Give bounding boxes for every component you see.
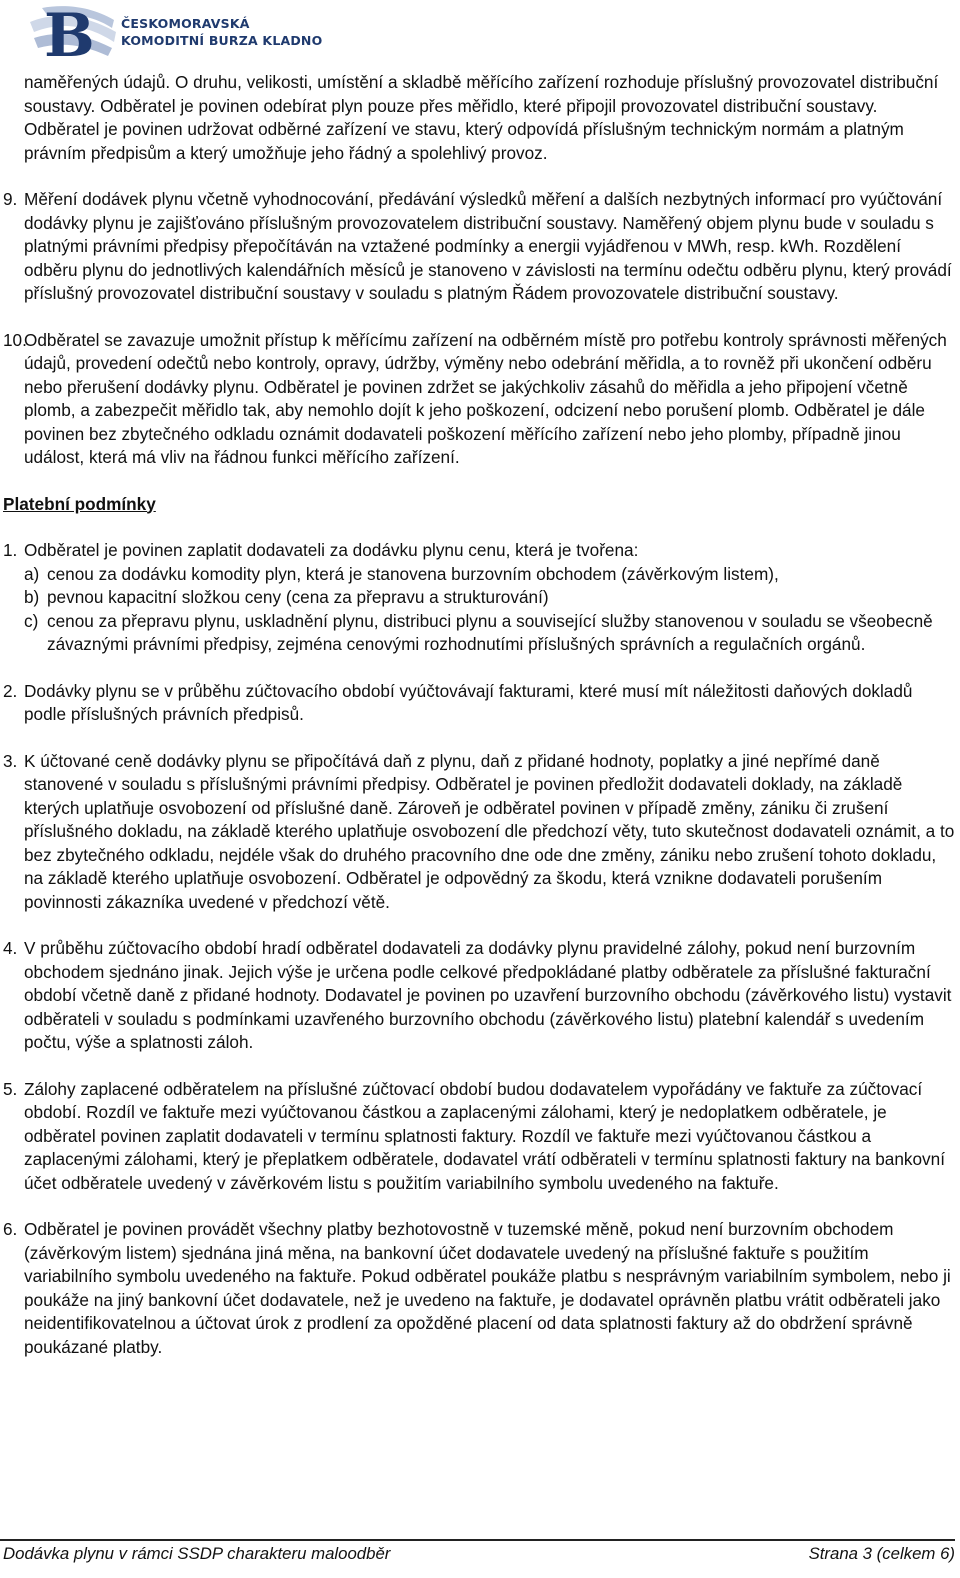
- paragraph-text: Odběratel je povinen provádět všechny platby bezhotovostně v tuzemské měně, pokud není burzovním obchodem (závěrkovým listem) sjednána jiná měna, na bankovní účet dodavatele uvedený na příslušné faktuře s použitím variabilního symbolu uvedeného na faktuře. Pokud odběratel poukáže platbu s nesprávným variabilním symbolem, nebo ji poukáže na jiný bankovní účet dodavatele, než je uvedeno na faktuře, je dodavatel oprávněn platbu vrátit odběrateli jako neidentifikovatelnou a účtovat úrok z prodlení za opožděné placení od data splatnosti faktury až do obdržení správně poukázané platby.: [24, 1219, 951, 1357]
- list-item-letter: b): [24, 587, 40, 607]
- payment-paragraph-2: [0, 680, 956, 727]
- paragraph-10: [0, 329, 956, 470]
- list-item-text: cenou za přepravu plynu, uskladnění plynu, distribuci plynu a související služby stanovenou v souladu se všeobecně závaznými právními předpisy, zejména cenovými rozhodnutími příslušných správních a regulačních orgánů.: [47, 610, 933, 654]
- payment-paragraph-6: [0, 1218, 956, 1359]
- paragraph-number: 2.: [3, 680, 18, 701]
- list-item: [0, 586, 956, 610]
- paragraph-text: V průběhu zúčtovacího období hradí odběratel dodavateli za dodávky plynu pravidelné zálohy, pokud není burzovním obchodem sjednáno jinak. Jejich výše je určena podle celkové předpokládané platby odběratele za příslušné fakturační období včetně daně z přidané hodnoty. Dodavatel je povinen po uzavření burzovního obchodu (závěrkového listu) vystavit odběrateli v souladu s podmínkami uzavřeného burzovního obchodu (závěrkového listu) platební kalendář s uvedením počtu, výše a splatnosti záloh.: [24, 938, 952, 1052]
- list-item-letter: a): [24, 563, 40, 584]
- paragraph-text: K účtované ceně dodávky plynu se připočítává daň z plynu, daň z přidané hodnoty, poplatky a jiné nepřímé daně stanovené v souladu s příslušnými právními předpisy. Odběratel je povinen předložit dodavateli doklady, na základě kterých uplatňuje osvobození od příslušné daně. Zároveň je odběratel povinen v případě změny, zániku či zrušení příslušného dokladu, na základě kterého uplatňuje osvobození dle předchozí věty, tuto skutečnost dodavateli oznámit, a to bez zbytečného odkladu, nejdéle však do druhého pracovního dne ode dne změny, zániku nebo zrušení tohoto dokladu, na základě kterého uplatňuje osvobození. Odběratel je odpovědný za škodu, která vznikne dodavateli porušením povinnosti zákazníka uvedené v předchozí větě.: [24, 750, 955, 912]
- logo-text-line2: KOMODITNÍ BURZA KLADNO: [121, 33, 323, 48]
- page-footer: [3, 1544, 955, 1564]
- intro-text: naměřených údajů. O druhu, velikosti, umístění a skladbě měřícího zařízení rozhoduje příslušný provozovatel distribuční soustavy. Odběratel je povinen odebírat plyn pouze přes měřidlo, které připojil provozovatel distribuční soustavy. Odběratel je povinen udržovat odběrné zařízení ve stavu, který odpovídá příslušným technickým normám a platným právním předpisům a který umožňuje jeho řádný a spolehlivý provoz.: [24, 72, 939, 163]
- payment-paragraph-1: [0, 539, 956, 657]
- section-heading: Platební podmínky: [3, 493, 156, 514]
- list-item: [0, 563, 956, 587]
- document-body: [0, 71, 956, 1382]
- payment-paragraph-5: [0, 1078, 956, 1196]
- svg-text:B: B: [44, 2, 95, 60]
- paragraph-number: 4.: [3, 938, 18, 958]
- paragraph-text: Zálohy zaplacené odběratelem na příslušné zúčtovací období budou dodavatelem vypořádány ve faktuře za zúčtovací období. Rozdíl ve faktuře mezi vyúčtovanou částkou a zaplacenými zálohami, který je nedoplatkem odběratele, je odběratel povinen zaplatit dodavateli v termínu splatnosti faktury. Rozdíl ve faktuře mezi vyúčtovanou částkou a zaplacenými zálohami, který je přeplatkem odběratele, dodavatel vrátí odběrateli v termínu splatnosti faktury na bankovní účet odběratele uvedený v závěrkovém listu s použitím variabilního symbolu uvedeného na faktuře.: [24, 1078, 945, 1193]
- list-item-text: pevnou kapacitní složkou ceny (cena za přepravu a strukturování): [47, 587, 549, 607]
- paragraph-text: Měření dodávek plynu včetně vyhodnocování, předávání výsledků měření a dalších nezbytných informací pro vyúčtování dodávky plynu je zajišťováno příslušným provozovatelem distribuční soustavy. Naměřený objem plynu bude v souladu s platnými právními předpisy přepočítáván na vztažené podmínky a energii vyjádřenou v MWh, resp. kWh. Rozdělení odběru plynu do jednotlivých kalendářních měsíců je stanoveno v závislosti na termínu odečtu odběru plynu, který provádí příslušný provozovatel distribuční soustavy v souladu s platným Řádem provozovatele distribuční soustavy.: [24, 189, 952, 303]
- paragraph-number: 6.: [3, 1219, 18, 1239]
- paragraph-number: 9.: [3, 189, 18, 209]
- list-item-text: cenou za dodávku komodity plyn, která je stanovena burzovním obchodem (závěrkovým listem),: [47, 563, 779, 584]
- footer-divider: [0, 1539, 955, 1541]
- footer-document-title: Dodávka plynu v rámci SSDP charakteru maloodběr: [3, 1544, 391, 1563]
- logo-emblem-icon: [24, 2, 120, 60]
- payment-paragraph-3: [0, 750, 956, 915]
- logo-text-line1: ČESKOMORAVSKÁ: [121, 16, 250, 31]
- paragraph-text: Odběratel se zavazuje umožnit přístup k měřícímu zařízení na odběrném místě pro potřebu kontroly správnosti měřených údajů, provedení odečtů nebo kontroly, opravy, údržby, výměny nebo odebrání měřidla, a to rovněž při ukončení odběru nebo přerušení dodávky plynu. Odběratel je povinen zdržet se jakýchkoliv zásahů do měřidla a jeho připojení včetně plomb, a zabezpečit měřidlo tak, aby nemohlo dojít k jeho poškození, odcizení nebo porušení plomb. Odběratel je dále povinen bez zbytečného odkladu oznámit dodavateli poškození měřícího zařízení nebo jeho plomby, případně jinou událost, která má vliv na řádnou funkci měřícího zařízení.: [24, 329, 947, 467]
- paragraph-number: 3.: [3, 750, 18, 771]
- paragraph-text: Dodávky plynu se v průběhu zúčtovacího období vyúčtovávají fakturami, které musí mít náležitosti daňových dokladů podle příslušných právních předpisů.: [24, 680, 913, 724]
- burza-logo: [24, 2, 323, 60]
- paragraph-text: Odběratel je povinen zaplatit dodavateli za dodávku plynu cenu, která je tvořena:: [24, 540, 639, 560]
- intro-paragraph: [0, 71, 956, 165]
- list-item: [0, 610, 956, 657]
- paragraph-number: 1.: [3, 540, 18, 560]
- payment-paragraph-4: [0, 937, 956, 1055]
- paragraph-9: [0, 188, 956, 306]
- footer-page-number: Strana 3 (celkem 6): [808, 1544, 955, 1563]
- list-item-letter: c): [24, 610, 39, 631]
- paragraph-number: 5.: [3, 1078, 18, 1099]
- paragraph-number: 10.: [3, 329, 27, 350]
